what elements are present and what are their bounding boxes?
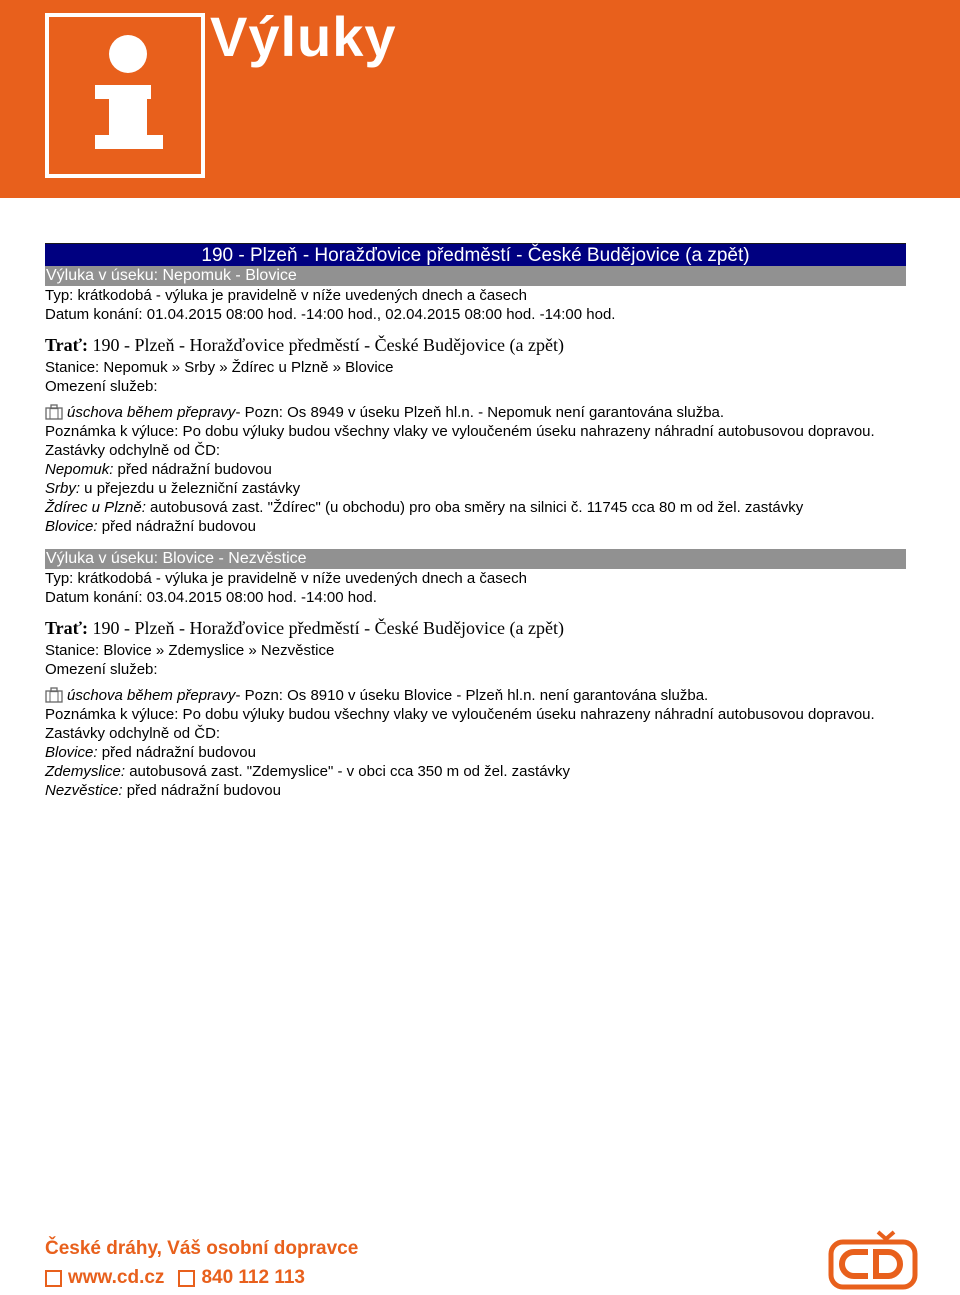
document-body (45, 243, 906, 800)
zastavky-label: Zastávky odchylně od ČD: (45, 442, 221, 459)
phone-icon (178, 1270, 195, 1287)
stop-item: Ždírec u Plzně: autobusová zast. "Ždírec" (u obchodu) pro oba směry na silnici č. 11745 cca 80 m od žel. zastávky (45, 499, 804, 516)
luggage-icon (45, 404, 63, 420)
header-banner (0, 0, 960, 198)
zastavky-label: Zastávky odchylně od ČD: (45, 725, 221, 742)
stop-item: Nepomuk: před nádražní budovou (45, 461, 272, 478)
page-title: Výluky (210, 5, 397, 68)
omezeni-label: Omezení služeb: (45, 661, 158, 678)
trat-line: Trať: 190 - Plzeň - Horažďovice předměstí - České Budějovice (a zpět) (45, 335, 564, 355)
service-restriction: úschova během přepravy - Pozn: Os 8949 v úseku Plzeň hl.n. - Nepomuk není garantována služba. (45, 403, 906, 422)
cd-logo-icon (828, 1228, 918, 1290)
omezeni-label: Omezení služeb: (45, 378, 158, 395)
stop-item: Srby: u přejezdu u železniční zastávky (45, 480, 301, 497)
footer-phone: 840 112 113 (201, 1267, 306, 1288)
typ-line: Typ: krátkodobá - výluka je pravidelně v níže uvedených dnech a časech (45, 570, 527, 587)
footer-slogan: České dráhy, Váš osobní dopravce (45, 1238, 359, 1259)
section-nepomuk-blovice (45, 266, 906, 536)
stop-item: Zdemyslice: autobusová zast. "Zdemyslice" - v obci cca 350 m od žel. zastávky (45, 763, 571, 780)
section-blovice-nezvestice (45, 549, 906, 800)
trat-line: Trať: 190 - Plzeň - Horažďovice předměstí - České Budějovice (a zpět) (45, 618, 564, 638)
typ-line: Typ: krátkodobá - výluka je pravidelně v níže uvedených dnech a časech (45, 287, 527, 304)
stop-item: Nezvěstice: před nádražní budovou (45, 782, 281, 799)
datum-line: Datum konání: 01.04.2015 08:00 hod. -14:00 hod., 02.04.2015 08:00 hod. -14:00 hod. (45, 306, 616, 323)
stop-item: Blovice: před nádražní budovou (45, 518, 256, 535)
web-icon (45, 1270, 62, 1287)
route-title: 190 - Plzeň - Horažďovice předměstí - České Budějovice (a zpět) (45, 243, 906, 266)
footer-website[interactable]: www.cd.cz (68, 1267, 165, 1288)
luggage-icon (45, 687, 63, 703)
section-header: Výluka v úseku: Blovice - Nezvěstice (45, 549, 906, 569)
poznamka-line: Poznámka k výluce: Po dobu výluky budou všechny vlaky ve vyloučeném úseku nahrazeny náhradní autobusovou dopravou. (45, 423, 875, 440)
stanice-line: Stanice: Nepomuk » Srby » Ždírec u Plzně » Blovice (45, 359, 394, 376)
stop-item: Blovice: před nádražní budovou (45, 744, 256, 761)
footer-contact (45, 1267, 305, 1289)
poznamka-line: Poznámka k výluce: Po dobu výluky budou všechny vlaky ve vyloučeném úseku nahrazeny náhradní autobusovou dopravou. (45, 706, 875, 723)
info-icon (45, 13, 205, 178)
service-restriction: úschova během přepravy - Pozn: Os 8910 v úseku Blovice - Plzeň hl.n. není garantována služba. (45, 686, 906, 705)
stanice-line: Stanice: Blovice » Zdemyslice » Nezvěstice (45, 642, 335, 659)
datum-line: Datum konání: 03.04.2015 08:00 hod. -14:00 hod. (45, 589, 377, 606)
section-header: Výluka v úseku: Nepomuk - Blovice (45, 266, 906, 286)
